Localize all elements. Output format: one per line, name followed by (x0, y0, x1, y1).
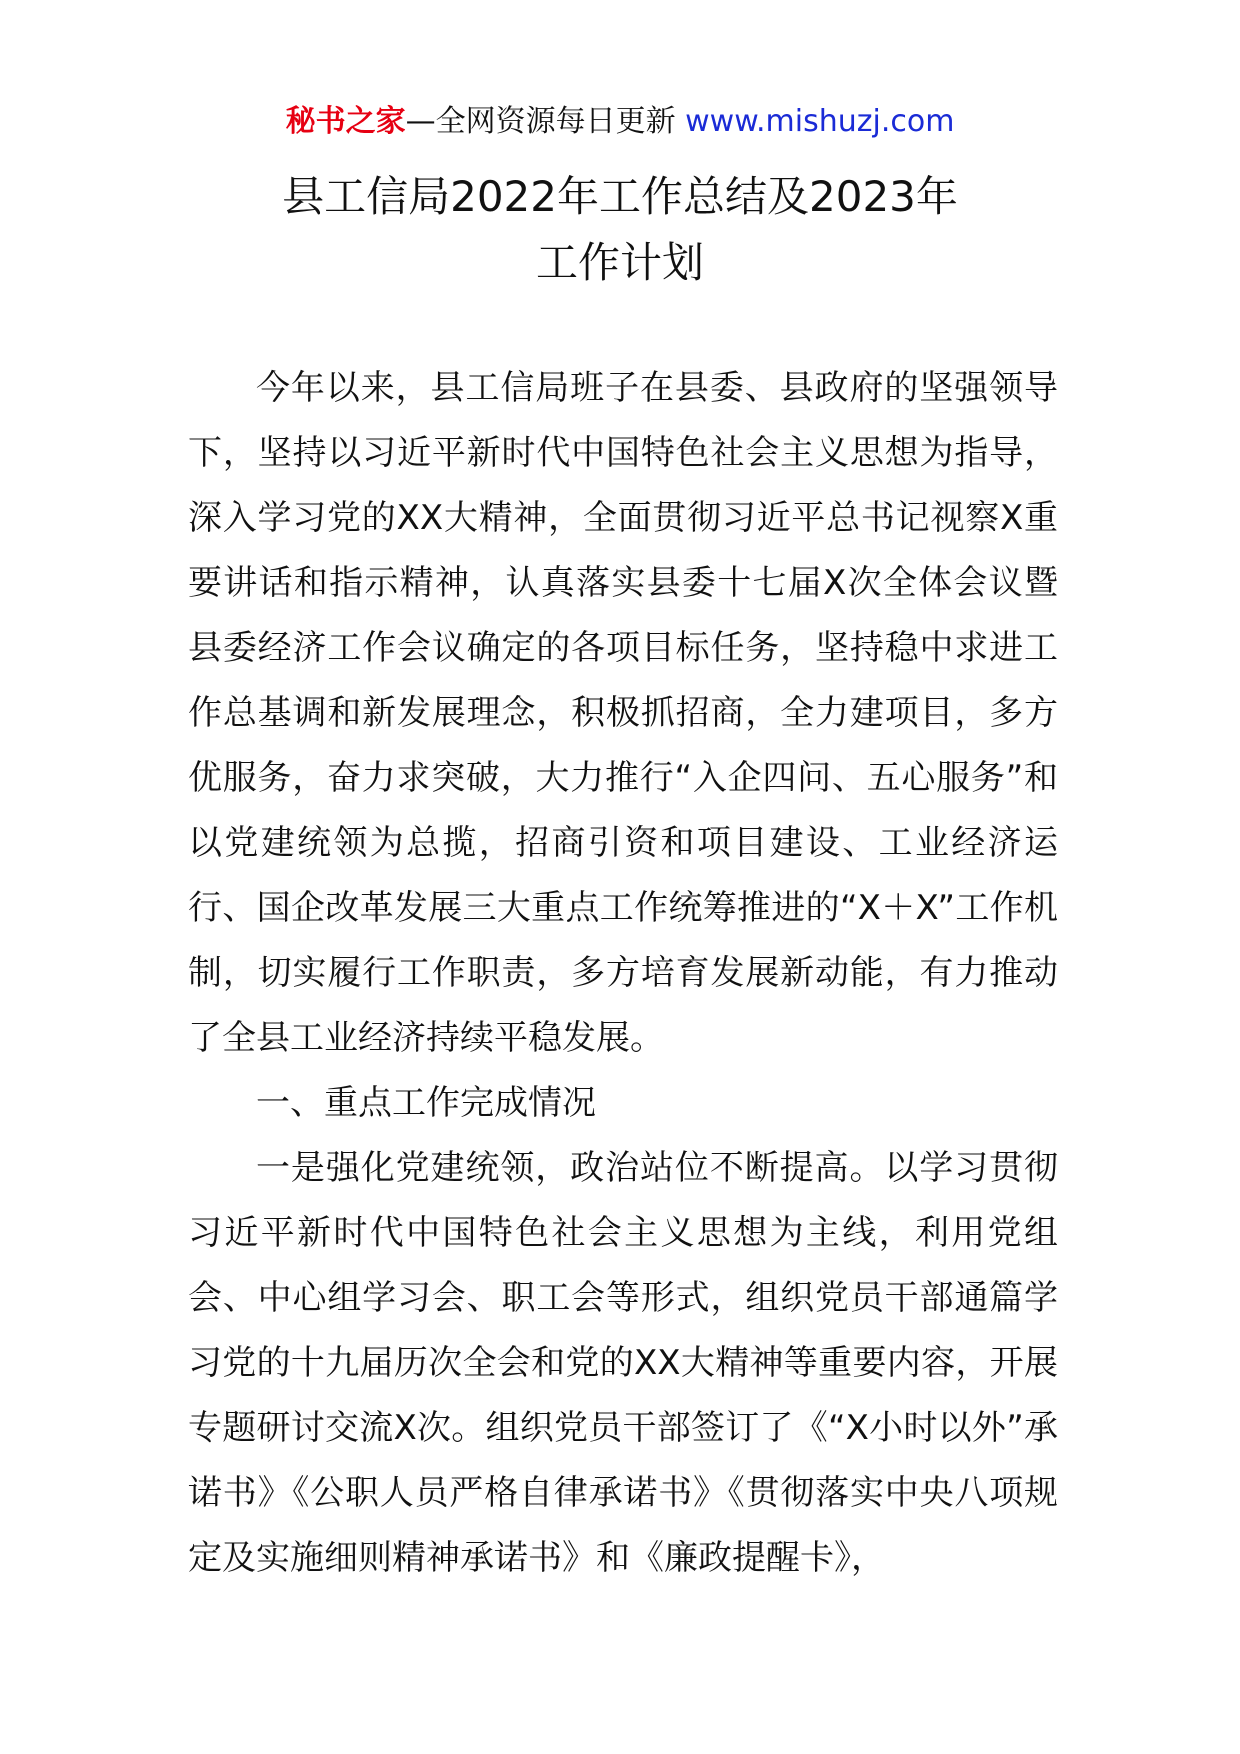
body-paragraph: 一是强化党建统领，政治站位不断提高。以学习贯彻习近平新时代中国特色社会主义思想为主线，利用党组会、中心组学习会、职工会等形式，组织党员干部通篇学习党的十九届历次全会和党的XX大精神等重要内容，开展专题研讨交流X次。组织党员干部签订了《“X小时以外”承诺书》《公职人员严格自律承诺书》《贯彻落实中央八项规定及实施细则精神承诺书》和《廉政提醒卡》， (188, 1148, 1058, 1578)
section-heading: 一、重点工作完成情况 (256, 1083, 596, 1123)
intro-paragraph: 今年以来，县工信局班子在县委、县政府的坚强领导下，坚持以习近平新时代中国特色社会主义思想为指导，深入学习党的XX大精神，全面贯彻习近平总书记视察X重要讲话和指示精神，认真落实县委十七届X次全体会议暨县委经济工作会议确定的各项目标任务，坚持稳中求进工作总基调和新发展理念，积极抓招商，全力建项目，多方优服务，奋力求突破，大力推行“入企四问、五心服务”和以党建统领为总揽，招商引资和项目建设、工业经济运行、国企改革发展三大重点工作统筹推进的“X＋X”工作机制，切实履行工作职责，多方培育发展新动能，有力推动了全县工业经济持续平稳发展。 (188, 368, 1058, 1058)
document-title-line-1: 县工信局2022年工作总结及2023年 (282, 172, 958, 221)
site-brand: 秘书之家 (285, 104, 406, 139)
site-tagline: —全网资源每日更新 (405, 104, 676, 139)
site-url-link[interactable]: www.mishuzj.com (685, 104, 955, 139)
document-body (188, 356, 1058, 1591)
document-title (0, 164, 1240, 296)
site-header (0, 100, 1240, 144)
document-title-line-2: 工作计划 (535, 238, 704, 287)
